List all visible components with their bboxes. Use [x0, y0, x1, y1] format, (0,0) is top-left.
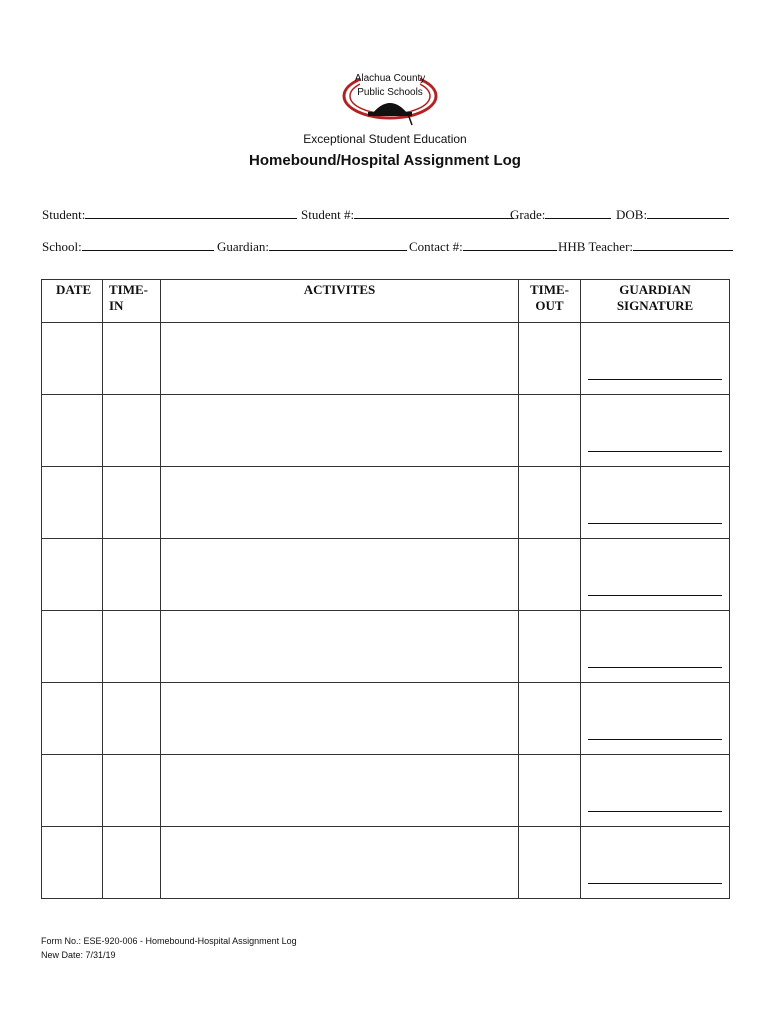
table-row: [42, 395, 730, 467]
table-row: [42, 755, 730, 827]
school-line[interactable]: [82, 238, 214, 251]
hhb-teacher-label: HHB Teacher:: [558, 239, 634, 254]
svg-text:Alachua County: Alachua County: [354, 73, 426, 84]
dob-label: DOB:: [616, 207, 648, 222]
table-row: [42, 683, 730, 755]
signature-line: [588, 667, 722, 668]
activities-cell[interactable]: [161, 611, 519, 683]
table-row: [42, 323, 730, 395]
time-out-cell[interactable]: [519, 395, 581, 467]
guardian-field[interactable]: [217, 238, 407, 255]
page-title: Homebound/Hospital Assignment Log: [249, 152, 521, 169]
date-cell[interactable]: [42, 755, 103, 827]
table-row: [42, 611, 730, 683]
date-header: DATE: [42, 280, 103, 323]
contact-field[interactable]: [409, 238, 557, 255]
activities-cell[interactable]: [161, 755, 519, 827]
date-cell[interactable]: [42, 395, 103, 467]
activities-cell[interactable]: [161, 467, 519, 539]
signature-line: [588, 523, 722, 524]
form-number: Form No.: ESE-920-006 - Homebound-Hospital Assignment Log: [41, 936, 297, 946]
activities-header: ACTIVITES: [161, 280, 519, 323]
activities-cell[interactable]: [161, 827, 519, 899]
time-out-cell[interactable]: [519, 611, 581, 683]
table-row: [42, 539, 730, 611]
signature-line: [588, 451, 722, 452]
student-field[interactable]: [42, 206, 297, 223]
dob-line[interactable]: [647, 206, 729, 219]
guardian-signature-cell[interactable]: [581, 395, 730, 467]
time-out-header-line2: OUT: [535, 298, 564, 313]
alachua-county-logo: [338, 68, 442, 128]
date-cell[interactable]: [42, 683, 103, 755]
signature-line: [588, 739, 722, 740]
table-row: [42, 467, 730, 539]
signature-line: [588, 379, 722, 380]
guardian-signature-header: GUARDIAN SIGNATURE: [581, 280, 730, 323]
activities-cell[interactable]: [161, 395, 519, 467]
guardian-signature-cell[interactable]: [581, 323, 730, 395]
form-date: New Date: 7/31/19: [41, 950, 116, 960]
activities-cell[interactable]: [161, 683, 519, 755]
form-footer: [41, 934, 297, 962]
guardian-signature-cell[interactable]: [581, 827, 730, 899]
date-cell[interactable]: [42, 827, 103, 899]
guardian-signature-cell[interactable]: [581, 611, 730, 683]
school-field[interactable]: [42, 238, 214, 255]
time-in-cell[interactable]: [103, 395, 161, 467]
assignment-log-table: [41, 279, 730, 899]
dob-field[interactable]: [616, 206, 729, 223]
time-in-cell[interactable]: [103, 467, 161, 539]
time-out-cell[interactable]: [519, 827, 581, 899]
guardian-signature-cell[interactable]: [581, 539, 730, 611]
time-in-cell[interactable]: [103, 611, 161, 683]
student-number-label: Student #:: [301, 207, 355, 222]
school-label: School:: [42, 239, 82, 254]
log-rows: [42, 323, 730, 899]
guardian-label: Guardian:: [217, 239, 269, 254]
contact-line[interactable]: [463, 238, 557, 251]
time-out-cell[interactable]: [519, 467, 581, 539]
signature-line: [588, 883, 722, 884]
school-info-row: [42, 238, 727, 258]
time-in-cell[interactable]: [103, 323, 161, 395]
hhb-teacher-field[interactable]: [558, 238, 733, 255]
time-in-cell[interactable]: [103, 539, 161, 611]
date-cell[interactable]: [42, 323, 103, 395]
student-number-field[interactable]: [301, 206, 514, 223]
date-cell[interactable]: [42, 611, 103, 683]
activities-cell[interactable]: [161, 323, 519, 395]
student-label: Student:: [42, 207, 86, 222]
student-line[interactable]: [85, 206, 297, 219]
time-in-cell[interactable]: [103, 683, 161, 755]
time-out-header-line1: TIME-: [530, 282, 569, 297]
grade-field[interactable]: [510, 206, 611, 223]
guardian-line[interactable]: [269, 238, 407, 251]
table-header-row: [42, 280, 730, 323]
time-in-cell[interactable]: [103, 755, 161, 827]
time-out-cell[interactable]: [519, 323, 581, 395]
time-in-header: TIME-IN: [103, 280, 161, 323]
time-out-cell[interactable]: [519, 683, 581, 755]
contact-label: Contact #:: [409, 239, 463, 254]
date-cell[interactable]: [42, 467, 103, 539]
hhb-teacher-line[interactable]: [633, 238, 733, 251]
time-in-cell[interactable]: [103, 827, 161, 899]
department-subtitle: Exceptional Student Education: [303, 132, 467, 146]
time-out-header: [519, 280, 581, 323]
guardian-signature-cell[interactable]: [581, 683, 730, 755]
date-cell[interactable]: [42, 539, 103, 611]
student-number-line[interactable]: [354, 206, 514, 219]
activities-cell[interactable]: [161, 539, 519, 611]
time-out-cell[interactable]: [519, 539, 581, 611]
student-info-row: [42, 206, 727, 226]
signature-line: [588, 595, 722, 596]
guardian-signature-cell[interactable]: [581, 467, 730, 539]
time-out-cell[interactable]: [519, 755, 581, 827]
signature-line: [588, 811, 722, 812]
table-row: [42, 827, 730, 899]
grade-line[interactable]: [545, 206, 611, 219]
guardian-signature-cell[interactable]: [581, 755, 730, 827]
svg-text:Public Schools: Public Schools: [357, 87, 423, 98]
grade-label: Grade:: [510, 207, 546, 222]
